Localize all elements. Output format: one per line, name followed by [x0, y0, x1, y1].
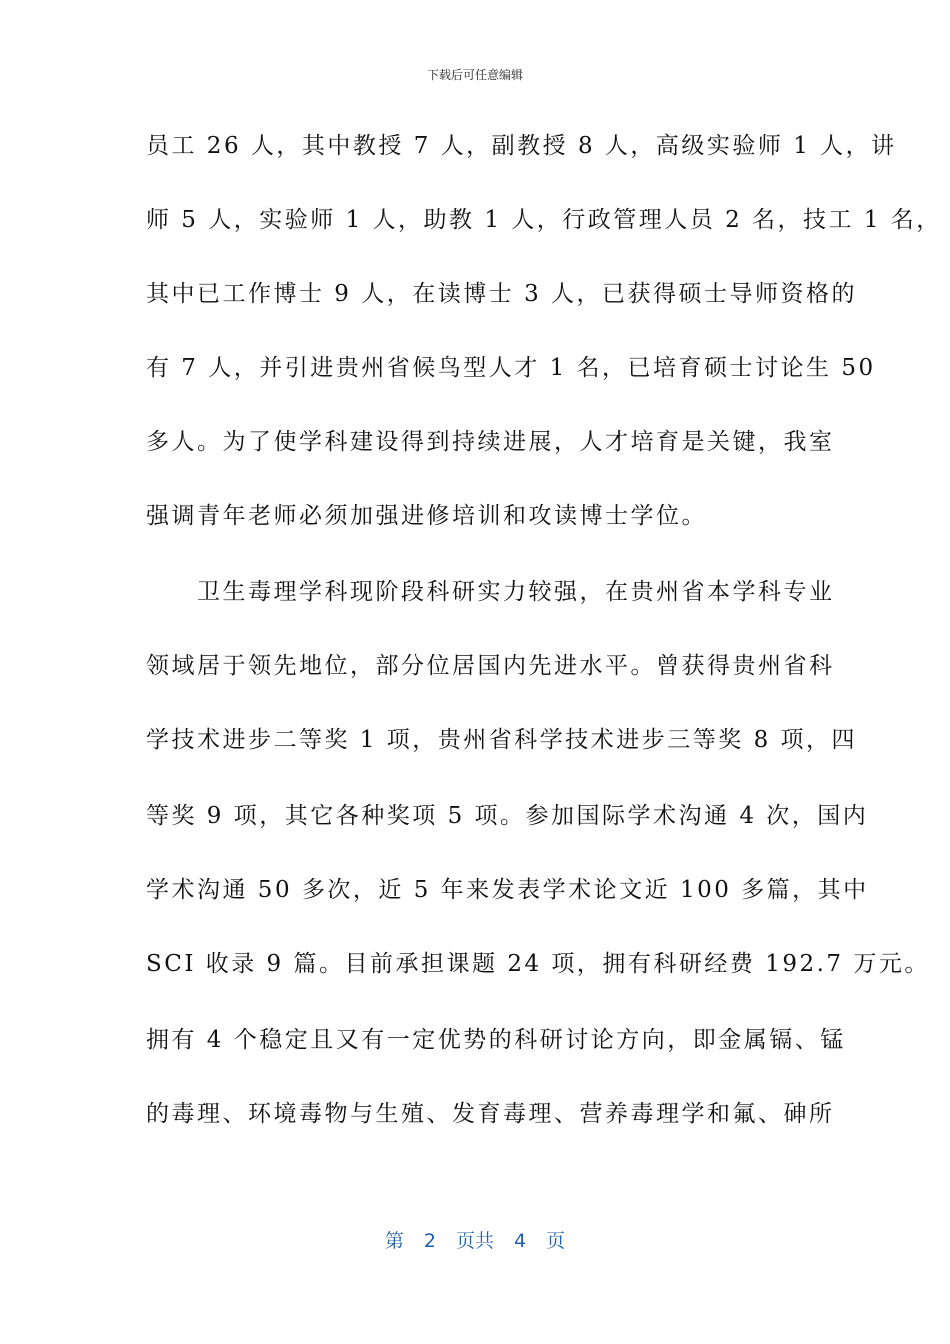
text-line: 卫生毒理学科现阶段科研实力较强，在贵州省本学科专业 — [146, 579, 835, 605]
text-line: 拥有 4 个稳定且又有一定优势的科研讨论方向，即金属镉、锰 — [146, 1027, 846, 1053]
text-line: 员工 26 人，其中教授 7 人，副教授 8 人，高级实验师 1 人，讲 — [146, 133, 897, 159]
text-line: 领域居于领先地位，部分位居国内先进水平。曾获得贵州省科 — [146, 653, 835, 679]
header-note: 下载后可任意编辑 — [426, 68, 523, 82]
page-number — [0, 1226, 950, 1253]
page-middle: 页共 — [455, 1230, 494, 1252]
text-line: 多人。为了使学科建设得到持续进展，人才培育是关键，我室 — [146, 429, 835, 455]
text-line: 师 5 人，实验师 1 人，助教 1 人，行政管理人员 2 名，技工 1 名， — [146, 207, 942, 233]
text-line: 学术沟通 50 多次，近 5 年来发表学术论文近 100 多篇，其中 — [146, 877, 869, 903]
text-line: SCI 收录 9 篇。目前承担课题 24 项，拥有科研经费 192.7 万元。 — [146, 951, 930, 977]
text-line: 等奖 9 项，其它各种奖项 5 项。参加国际学术沟通 4 次，国内 — [146, 803, 869, 829]
page-current: 2 — [423, 1230, 436, 1252]
text-line: 有 7 人，并引进贵州省候鸟型人才 1 名，已培育硕士讨论生 50 — [146, 355, 876, 381]
text-line: 其中已工作博士 9 人，在读博士 3 人，已获得硕士导师资格的 — [146, 281, 858, 307]
page-suffix: 页 — [546, 1230, 566, 1252]
text-line: 的毒理、环境毒物与生殖、发育毒理、营养毒理学和氟、砷所 — [146, 1101, 835, 1127]
page-total: 4 — [514, 1230, 527, 1252]
page-prefix: 第 — [384, 1230, 404, 1252]
text-line: 强调青年老师必须加强进修培训和攻读博士学位。 — [146, 503, 707, 529]
text-line: 学技术进步二等奖 1 项，贵州省科学技术进步三等奖 8 项，四 — [146, 727, 858, 753]
